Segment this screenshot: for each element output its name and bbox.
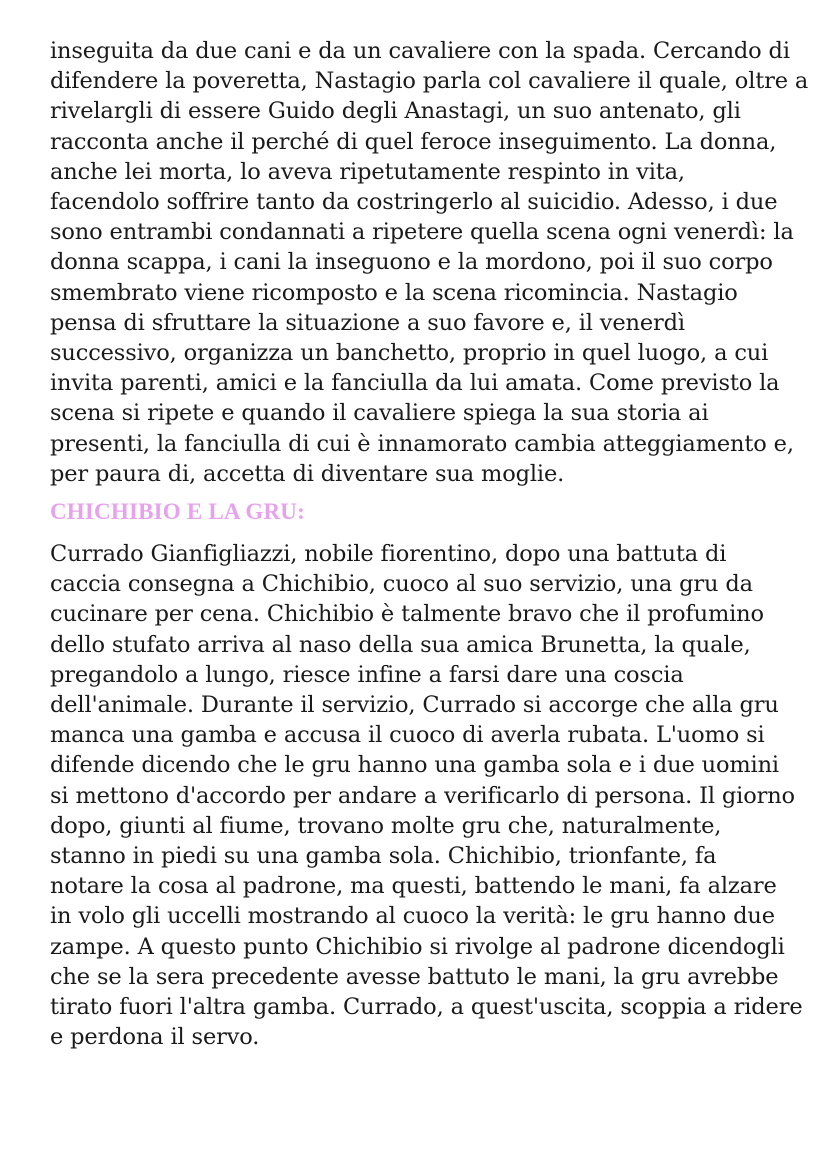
text-line: notare la cosa al padrone, ma questi, battendo le mani, fa alzare [50,873,777,900]
text-line: dopo, giunti al fiume, trovano molte gru che, naturalmente, [50,812,722,839]
text-line: donna scappa, i cani la inseguono e la mordono, poi il suo corpo [50,249,773,276]
text-line: cucinare per cena. Chichibio è talmente bravo che il profumino [50,601,764,628]
text-line: inseguita da due cani e da un cavaliere con la spada. Cercando di [50,38,790,64]
text-line: successivo, organizza un banchetto, proprio in quel luogo, a cui [50,340,769,367]
text-line: e perdona il servo. [50,1024,260,1051]
text-line: per paura di, accetta di diventare sua moglie. [50,460,565,487]
text-line: racconta anche il perché di quel feroce inseguimento. La donna, [50,128,777,155]
section-heading-chichibio: CHICHIBIO E LA GRU: [50,499,305,525]
text-line: anche lei morta, lo aveva ripetutamente respinto in vita, [50,158,685,185]
text-line: dell'animale. Durante il servizio, Currado si accorge che alla gru [50,692,779,719]
text-line: si mettono d'accordo per andare a verificarlo di persona. Il giorno [50,782,795,809]
text-line: tirato fuori l'altra gamba. Currado, a quest'uscita, scoppia a ridere [50,994,803,1021]
text-line: sono entrambi condannati a ripetere quella scena ogni venerdì: la [50,219,794,246]
text-line: caccia consegna a Chichibio, cuoco al suo servizio, una gru da [50,571,753,598]
text-line: difende dicendo che le gru hanno una gamba sola e i due uomini [50,752,779,779]
text-line: scena si ripete e quando il cavaliere spiega la sua storia ai [50,400,709,427]
paragraph-chichibio [50,539,803,1052]
text-line: zampe. A questo punto Chichibio si rivolge al padrone dicendogli [50,933,785,960]
text-line: stanno in piedi su una gamba sola. Chichibio, trionfante, fa [50,843,717,870]
text-line: invita parenti, amici e la fanciulla da lui amata. Come previsto la [50,370,780,397]
text-line: pregandolo a lungo, riesce infine a farsi dare una coscia [50,661,684,688]
text-line: in volo gli uccelli mostrando al cuoco la verità: le gru hanno due [50,903,775,930]
text-line: dello stufato arriva al naso della sua amica Brunetta, la quale, [50,631,751,658]
text-line: pensa di sfruttare la situazione a suo favore e, il venerdì [50,309,685,336]
text-line: Currado Gianfigliazzi, nobile fiorentino, dopo una battuta di [50,541,727,568]
text-line: manca una gamba e accusa il cuoco di averla rubata. L'uomo si [50,722,765,749]
text-line: che se la sera precedente avesse battuto le mani, la gru avrebbe [50,963,779,990]
text-line: presenti, la fanciulla di cui è innamorato cambia atteggiamento e, [50,430,794,457]
text-line: facendolo soffrire tanto da costringerlo al suicidio. Adesso, i due [50,189,778,216]
text-line: difendere la poveretta, Nastagio parla col cavaliere il quale, oltre a [50,68,809,95]
paragraph-nastagio [50,36,809,489]
text-line: rivelargli di essere Guido degli Anastagi, un suo antenato, gli [50,98,741,125]
text-line: smembrato viene ricomposto e la scena ricomincia. Nastagio [50,279,738,306]
